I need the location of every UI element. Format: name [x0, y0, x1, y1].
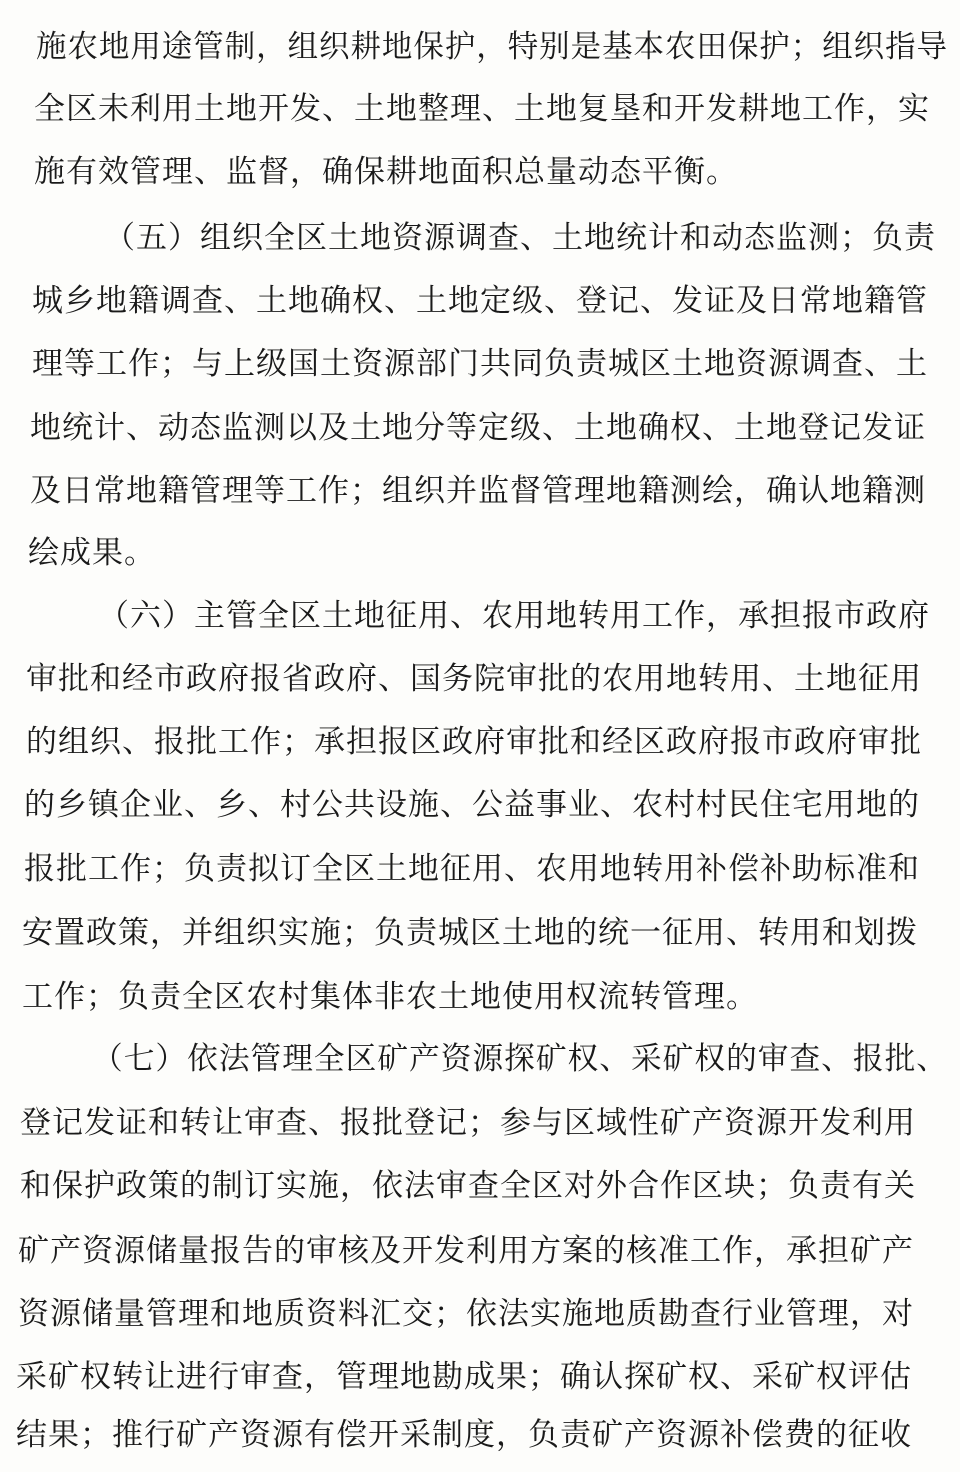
- text-line: 全区未利用土地开发、土地整理、土地复垦和开发耕地工作，实: [34, 91, 930, 127]
- text-line: 及日常地籍管理等工作；组织并监督管理地籍测绘，确认地籍测: [30, 473, 926, 509]
- text-line: 登记发证和转让审查、报批登记；参与区域性矿产资源开发利用: [20, 1105, 916, 1141]
- text-line: 绘成果。: [28, 535, 156, 571]
- text-line: 和保护政策的制订实施，依法审查全区对外合作区块；负责有关: [20, 1168, 916, 1204]
- text-line: 资源储量管理和地质资料汇交；依法实施地质勘查行业管理，对: [18, 1296, 914, 1332]
- paragraph-start-line: （七）依法管理全区矿产资源探矿权、采矿权的审查、报批、: [92, 1041, 948, 1077]
- text-line: 地统计、动态监测以及土地分等定级、土地确权、土地登记发证: [30, 410, 926, 446]
- text-line: 审批和经市政府报省政府、国务院审批的农用地转用、土地征用: [26, 661, 922, 697]
- text-line: 的乡镇企业、乡、村公共设施、公益事业、农村村民住宅用地的: [24, 787, 920, 823]
- text-line: 施农地用途管制，组织耕地保护，特别是基本农田保护；组织指导: [36, 29, 948, 65]
- text-line: 理等工作；与上级国土资源部门共同负责城区土地资源调查、土: [32, 346, 928, 382]
- text-line: 城乡地籍调查、土地确权、土地定级、登记、发证及日常地籍管: [32, 283, 928, 319]
- paragraph-start-line: （五）组织全区土地资源调查、土地统计和动态监测；负责: [104, 220, 936, 256]
- text-line: 矿产资源储量报告的审核及开发利用方案的核准工作，承担矿产: [18, 1233, 914, 1269]
- text-line: 结果；推行矿产资源有偿开采制度，负责矿产资源补偿费的征收: [16, 1417, 912, 1453]
- text-line: 施有效管理、监督，确保耕地面积总量动态平衡。: [34, 154, 738, 190]
- text-line: 安置政策，并组织实施；负责城区土地的统一征用、转用和划拨: [22, 915, 918, 951]
- paragraph-start-line: （六）主管全区土地征用、农用地转用工作，承担报市政府: [98, 598, 930, 634]
- text-line: 报批工作；负责拟订全区土地征用、农用地转用补偿补助标准和: [24, 851, 920, 887]
- text-line: 采矿权转让进行审查，管理地勘成果；确认探矿权、采矿权评估: [16, 1359, 912, 1395]
- text-line: 工作；负责全区农村集体非农土地使用权流转管理。: [22, 979, 758, 1015]
- text-line: 的组织、报批工作；承担报区政府审批和经区政府报市政府审批: [26, 724, 922, 760]
